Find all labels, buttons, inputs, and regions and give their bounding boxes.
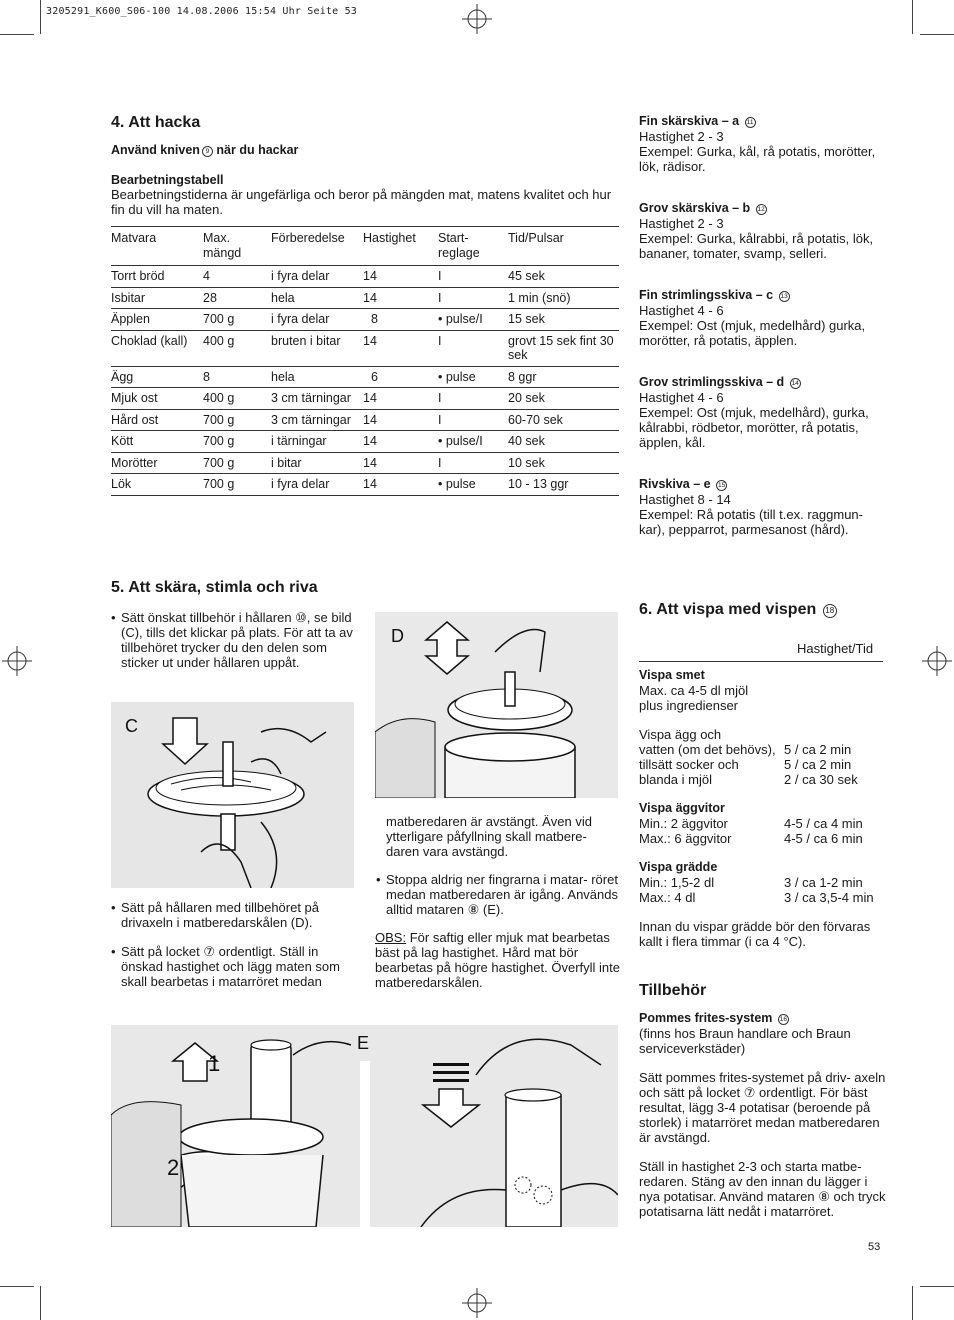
table-cell: I	[438, 452, 508, 474]
table-cell: 700 g	[203, 409, 271, 431]
table-cell: Hård ost	[111, 409, 203, 431]
step-number: 1	[208, 1051, 221, 1076]
table-cell: 14	[363, 431, 438, 453]
whisk-group-title: Vispa grädde	[639, 860, 718, 874]
table-cell: Morötter	[111, 452, 203, 474]
table-row	[111, 474, 619, 496]
table-cell: I	[438, 287, 508, 309]
section-4-title: 4. Att hacka	[111, 114, 201, 131]
figure-e	[111, 1025, 618, 1227]
table-cell: 400 g	[203, 388, 271, 410]
figure-c	[111, 702, 354, 888]
table-cell: 700 g	[203, 452, 271, 474]
step-number: 2	[167, 1155, 180, 1180]
table-cell: 700 g	[203, 474, 271, 496]
crop-mark	[0, 1286, 34, 1287]
table-row	[111, 287, 619, 309]
whisk-group-title: Vispa äggvitor	[639, 801, 725, 815]
registration-mark-icon	[922, 646, 952, 676]
paragraph: Ställ in hastighet 2-3 och starta matbe- redaren. Stäng av den innan du lägger i nya potatisar. Använd mataren ⑧ och tryck potatisarna lätt nedåt i matarröret.	[639, 1159, 886, 1219]
table-cell: I	[438, 330, 508, 366]
section-4-subtitle: Använd kniven 9 när du hackar	[111, 143, 299, 157]
table-cell: Lök	[111, 474, 203, 496]
continued-text: matberedaren är avstängt. Även vid ytterligare påfyllning skall matbere- daren vara avstängd.	[386, 814, 592, 859]
table-cell: Ägg	[111, 366, 203, 388]
paragraph: (finns hos Braun handlare och Braun serviceverkstäder)	[639, 1026, 851, 1056]
table-cell: grovt 15 sek fint 30 sek	[508, 330, 619, 366]
bullet-list	[111, 900, 361, 989]
crop-mark	[0, 34, 34, 35]
table-cell: hela	[271, 287, 363, 309]
column-header: Förberedelse	[271, 227, 363, 266]
table-cell: 8	[363, 309, 438, 331]
table-cell: • pulse/I	[438, 309, 508, 331]
table-intro: Bearbetningstiderna är ungefärliga och beror på mängden mat, matens kvalitet och hur fin du vill ha maten.	[111, 187, 612, 217]
whisk-row: blanda i mjöl 2 / ca 30 sek	[639, 772, 858, 787]
table-cell: 15 sek	[508, 309, 619, 331]
whisk-row: Min.: 2 äggvitor 4-5 / ca 4 min	[639, 816, 863, 831]
table-cell: hela	[271, 366, 363, 388]
table-cell: 28	[203, 287, 271, 309]
table-cell: 1 min (snö)	[508, 287, 619, 309]
disc-item: Grov strimlingsskiva – d 14 Hastighet 4 - 6 Exempel: Ost (mjuk, medelhård), gurka, kålrabbi, rödbetor, morötter, rå potatis, äpplen, kål.	[639, 375, 869, 450]
section-5-title: 5. Att skära, stimla och riva	[111, 579, 318, 596]
whisk-table	[639, 668, 889, 949]
list-item: • Sätt på hållaren med tillbehöret på drivaxeln i matberedarskålen (D).	[111, 900, 361, 930]
whisk-row: vatten (om det behövs), 5 / ca 2 min	[639, 742, 852, 757]
obs-note: OBS: För saftig eller mjuk mat bearbetas bäst på lag hastighet. Hård mat bör bearbetas på högre hastighet. Överfyll inte matberedarskålen.	[375, 930, 620, 990]
table-cell: I	[438, 266, 508, 288]
accessories-body	[639, 1011, 887, 1219]
table-heading: Bearbetningstabell	[111, 173, 224, 187]
whisk-row: Max.: 4 dl 3 / ca 3,5-4 min	[639, 890, 874, 905]
bullet-list	[376, 872, 621, 917]
table-cell: 6	[363, 366, 438, 388]
table-cell: i fyra delar	[271, 266, 363, 288]
table-cell: 8 ggr	[508, 366, 619, 388]
table-row	[111, 409, 619, 431]
page-number: 53	[868, 1241, 881, 1253]
table-row	[111, 309, 619, 331]
table-cell: 20 sek	[508, 388, 619, 410]
column-header: Max. mängd	[203, 227, 271, 266]
whisk-row: tillsätt socker och 5 / ca 2 min	[639, 757, 852, 772]
table-cell: 14	[363, 409, 438, 431]
table-cell: 14	[363, 287, 438, 309]
table-cell: Kött	[111, 431, 203, 453]
print-header: 3205291_K600_S06-100 14.08.2006 15:54 Uhr Seite 53	[46, 6, 358, 17]
column-header: Tid/Pulsar	[508, 227, 619, 266]
table-cell: 60-70 sek	[508, 409, 619, 431]
crop-mark	[40, 1286, 41, 1320]
crop-mark	[912, 0, 913, 34]
table-cell: I	[438, 388, 508, 410]
registration-mark-icon	[2, 646, 32, 676]
disc-item: Fin skärskiva – a 11 Hastighet 2 - 3 Exempel: Gurka, kål, rå potatis, morötter, lök, rädisor.	[639, 114, 876, 174]
table-cell: • pulse/I	[438, 431, 508, 453]
table-row	[111, 330, 619, 366]
table-cell: 14	[363, 452, 438, 474]
paragraph: Sätt pommes frites-systemet på driv- axeln och sätt på locket ⑦ ordentligt. För bäst resultat, lägg 3-4 potatisar (beroende på storlek) i matarröret medan matberedaren är avstängd.	[639, 1070, 886, 1145]
table-cell: 40 sek	[508, 431, 619, 453]
table-cell: • pulse	[438, 474, 508, 496]
whisk-row: Max.: 6 äggvitor 4-5 / ca 6 min	[639, 831, 863, 846]
table-row	[111, 266, 619, 288]
whisk-note: Innan du vispar grädde bör den förvaras kallt i flera timmar (i ca 4 °C).	[639, 919, 871, 949]
processing-table	[111, 226, 619, 496]
figure-label: D	[391, 626, 404, 646]
table-cell: 14	[363, 330, 438, 366]
list-item: • Sätt önskat tillbehör i hållaren ⑩, se bild (C), tills det klickar på plats. För att ta av tillbehöret trycker du den delen som sticker ut under hållaren uppåt.	[111, 610, 356, 670]
figure-d	[375, 612, 618, 798]
crop-mark	[920, 34, 954, 35]
table-cell: i tärningar	[271, 431, 363, 453]
table-cell: 3 cm tärningar	[271, 409, 363, 431]
table-cell: • pulse	[438, 366, 508, 388]
whisk-row: Min.: 1,5-2 dl 3 / ca 1-2 min	[639, 875, 863, 890]
registration-mark-icon	[462, 4, 492, 34]
disc-item: Rivskiva – e 15 Hastighet 8 - 14 Exempel: Rå potatis (till t.ex. raggmun- kar), pepparrot, parmesanost (hård).	[639, 477, 863, 537]
crop-mark	[912, 1286, 913, 1320]
disc-item: Fin strimlingsskiva – c 13 Hastighet 4 - 6 Exempel: Ost (mjuk, medelhård) gurka, morötter, rå potatis, äpplen.	[639, 288, 866, 348]
table-cell: 8	[203, 366, 271, 388]
table-cell: Choklad (kall)	[111, 330, 203, 366]
crop-mark	[920, 1286, 954, 1287]
list-item: • Stoppa aldrig ner fingrarna i matar- röret medan matberedaren är igång. Används alltid mataren ⑧ (E).	[376, 872, 621, 917]
table-row	[111, 388, 619, 410]
table-cell: Isbitar	[111, 287, 203, 309]
accessory-name: Pommes frites-system 16	[639, 1011, 787, 1025]
table-cell: 14	[363, 266, 438, 288]
table-cell: 700 g	[203, 431, 271, 453]
table-cell: 14	[363, 388, 438, 410]
bullet-list	[111, 610, 356, 670]
table-cell: Mjuk ost	[111, 388, 203, 410]
table-header-row	[111, 227, 619, 266]
table-cell: 10 - 13 ggr	[508, 474, 619, 496]
whisk-line: Max. ca 4-5 dl mjöl	[639, 683, 749, 698]
list-item: • Sätt på locket ⑦ ordentligt. Ställ in önskad hastighet och lägg maten som skall bearbetas i matarröret medan	[111, 944, 361, 989]
table-cell: 14	[363, 474, 438, 496]
disc-list	[639, 114, 889, 537]
table-cell: Äpplen	[111, 309, 203, 331]
whisk-group-title: Vispa smet	[639, 668, 705, 682]
accessories-title: Tillbehör	[639, 982, 707, 999]
figure-label: C	[125, 716, 138, 736]
table-cell: i fyra delar	[271, 474, 363, 496]
table-cell: 700 g	[203, 309, 271, 331]
column-header: Start- reglage	[438, 227, 508, 266]
table-row	[111, 366, 619, 388]
table-cell: 45 sek	[508, 266, 619, 288]
table-cell: i bitar	[271, 452, 363, 474]
table-cell: 4	[203, 266, 271, 288]
divider	[639, 661, 883, 662]
disc-item: Grov skärskiva – b 12 Hastighet 2 - 3 Exempel: Gurka, kålrabbi, rå potatis, lök, bananer, tomater, svamp, selleri.	[639, 201, 874, 261]
registration-mark-icon	[462, 1288, 492, 1318]
whisk-line: Vispa ägg och	[639, 727, 722, 742]
crop-mark	[40, 0, 41, 34]
speed-time-header: Hastighet/Tid	[797, 641, 874, 656]
column-header: Hastighet	[363, 227, 438, 266]
table-cell: 400 g	[203, 330, 271, 366]
whisk-line: plus ingredienser	[639, 698, 739, 713]
table-cell: 10 sek	[508, 452, 619, 474]
table-cell: 3 cm tärningar	[271, 388, 363, 410]
table-cell: Torrt bröd	[111, 266, 203, 288]
table-cell: I	[438, 409, 508, 431]
section-6-title: 6. Att vispa med vispen 18	[639, 601, 837, 619]
figure-label: E	[357, 1033, 370, 1053]
table-row	[111, 452, 619, 474]
table-row	[111, 431, 619, 453]
column-header: Matvara	[111, 227, 203, 266]
table-cell: i fyra delar	[271, 309, 363, 331]
table-cell: bruten i bitar	[271, 330, 363, 366]
